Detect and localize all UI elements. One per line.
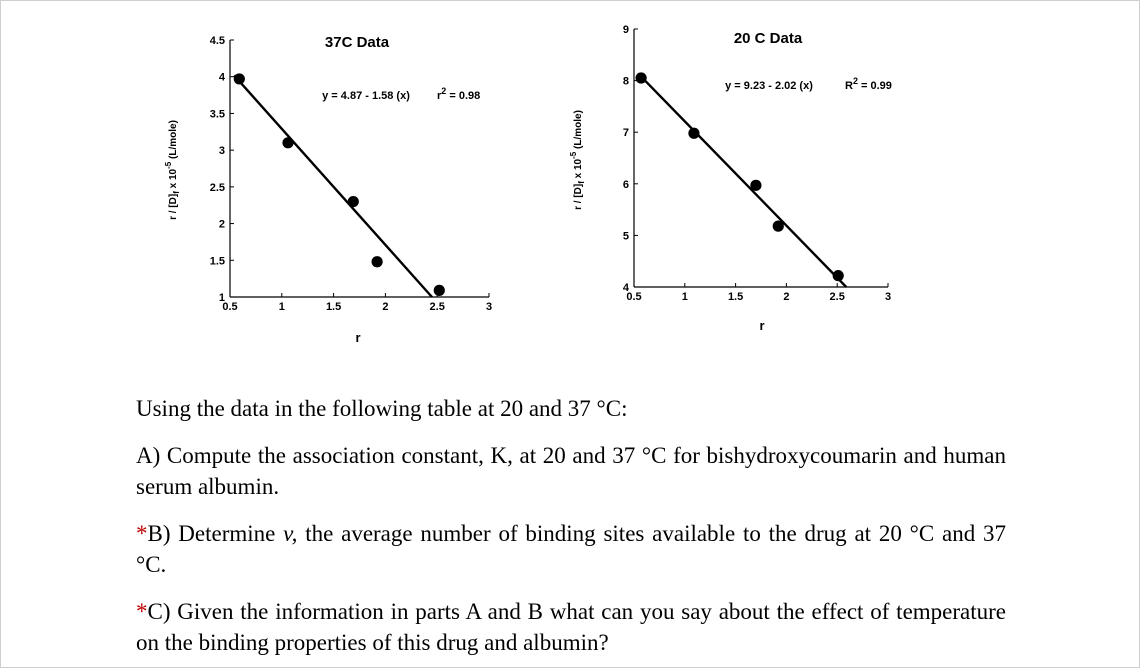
- data-point: [833, 270, 844, 281]
- r-squared-exponent: 2: [852, 76, 858, 86]
- y-tick-label: 6: [622, 178, 629, 191]
- data-point: [372, 256, 383, 267]
- y-axis-label: [164, 120, 181, 220]
- x-tick-label: 2.5: [829, 291, 845, 303]
- y-tick-label: 3: [218, 145, 225, 158]
- question-a: A) Compute the association constant, K, at 20 and 37 °C for bishydroxycoumarin and human serum albumin.: [136, 443, 1006, 499]
- r-squared-base: r: [437, 90, 442, 102]
- y-label-part: (L/mole): [168, 120, 179, 162]
- question-c: [136, 596, 1006, 658]
- y-label-part: (L/mole): [573, 110, 584, 152]
- data-point: [636, 72, 647, 83]
- question-b: [136, 518, 1006, 580]
- y-tick-label: 1: [218, 292, 225, 304]
- x-tick-label: 3: [884, 291, 892, 303]
- y-label-subscript: f: [577, 181, 586, 184]
- y-tick-label: 8: [622, 75, 629, 88]
- chart-37c: [0, 0, 560, 360]
- x-axis-label: r: [759, 318, 765, 333]
- chart-title: 37C Data: [324, 34, 390, 51]
- data-point: [688, 128, 699, 139]
- y-label-part: x 10: [573, 158, 584, 182]
- chart-title: 20 C Data: [733, 30, 803, 47]
- x-tick-label: 1: [681, 291, 688, 303]
- y-tick-label: 4: [622, 282, 629, 294]
- data-point: [750, 180, 761, 191]
- question-c-star: *: [136, 599, 148, 624]
- question-b-star: *: [136, 521, 148, 546]
- fit-equation: y = 9.23 - 2.02 (x): [725, 80, 813, 92]
- r-squared-base: R: [845, 80, 853, 92]
- y-tick-label: 3.5: [209, 108, 225, 121]
- y-tick-label: 1.5: [209, 255, 225, 268]
- y-label-superscript: -5: [164, 161, 173, 169]
- r-squared-value: = 0.99: [857, 80, 892, 92]
- x-tick-label: 2: [783, 291, 790, 303]
- y-label-part: r / [D]: [573, 183, 584, 210]
- y-axis-label: [569, 110, 586, 210]
- y-tick-label: 5: [622, 230, 629, 243]
- chart-20c: [560, 0, 1120, 360]
- x-tick-label: 2.5: [429, 301, 445, 313]
- data-point: [434, 285, 445, 296]
- y-label-subscript: f: [172, 191, 181, 194]
- x-tick-label: 3: [485, 301, 493, 313]
- x-tick-label: 1.5: [727, 291, 744, 303]
- x-tick-label: 2: [382, 301, 389, 313]
- question-b-nu: v,: [283, 521, 298, 546]
- y-label-part: x 10: [168, 168, 179, 192]
- fit-r-squared: [845, 76, 892, 92]
- y-tick-label: 2.5: [209, 181, 225, 194]
- data-point: [234, 73, 245, 84]
- y-tick-label: 4: [218, 71, 225, 84]
- data-point: [282, 137, 293, 148]
- data-point: [348, 196, 359, 207]
- y-label-part: r / [D]: [168, 193, 179, 220]
- x-axis-label: r: [355, 330, 361, 345]
- y-tick-label: 9: [622, 24, 629, 36]
- y-tick-label: 2: [218, 218, 225, 231]
- fit-equation: y = 4.87 - 1.58 (x): [322, 90, 410, 102]
- data-point: [773, 221, 784, 232]
- y-tick-label: 7: [622, 127, 629, 140]
- x-tick-label: 1: [278, 301, 285, 313]
- y-tick-label: 4.5: [209, 35, 225, 47]
- question-b-suffix: the average number of binding sites available to the drug at 20 °C and 37 °C.: [136, 521, 1006, 577]
- y-label-superscript: -5: [569, 151, 578, 159]
- question-intro: Using the data in the following table at 20 and 37 °C:: [136, 396, 628, 421]
- regression-line: [234, 75, 432, 297]
- x-tick-label: 1.5: [325, 301, 342, 313]
- x-tick-label: 0.5: [222, 301, 238, 313]
- question-block: [136, 393, 1006, 658]
- r-squared-value: = 0.98: [446, 90, 481, 102]
- question-b-prefix: B) Determine: [147, 521, 284, 546]
- x-tick-label: 0.5: [626, 291, 642, 303]
- r-squared-exponent: 2: [441, 86, 447, 96]
- question-c-text: C) Given the information in parts A and B what can you say about the effect of temperature on the binding properties of this drug and albumin?: [136, 599, 1006, 655]
- regression-line: [638, 73, 846, 287]
- fit-r-squared: [437, 86, 480, 102]
